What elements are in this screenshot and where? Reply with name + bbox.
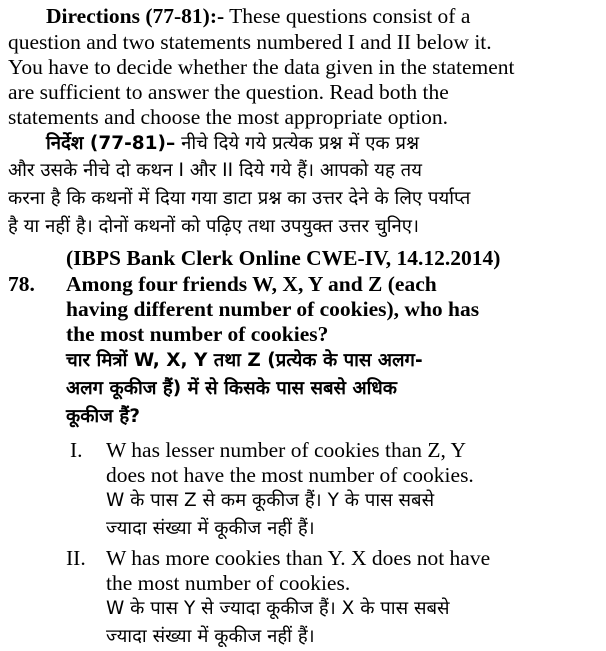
directions-hi-line-1 bbox=[46, 131, 419, 156]
directions-label: Directions (77-81) bbox=[46, 4, 210, 28]
directions-hi-label: निर्देश (77-81)– bbox=[46, 133, 176, 154]
directions-hi-line-4: है या नहीं है। दोनों कथनों को पढ़िए तथा उपयुक्त उत्तर चुनिए। bbox=[8, 216, 419, 237]
question-en-line-2: having different number of cookies), who has bbox=[66, 297, 480, 321]
directions-line-4: are sufficient to answer the question. Read both the bbox=[8, 80, 449, 104]
directions-hi-line-2: और उसके नीचे दो कथन I और II दिये गये हैं। आपको यह तय bbox=[8, 160, 422, 181]
statement-2-hi-line-2: ज्यादा संख्या में कूकीज नहीं हैं। bbox=[106, 626, 315, 647]
directions-hi-text-1: नीचे दिये गये प्रत्येक प्रश्न में एक प्रश्न bbox=[181, 133, 420, 154]
statement-1-en-line-2: does not have the most number of cookies. bbox=[106, 463, 474, 487]
directions-text-1: These questions consist of a bbox=[229, 4, 471, 28]
statement-1-hi-line-1: W के पास Z से कम कूकीज हैं। Y के पास सबसे bbox=[106, 490, 435, 511]
statement-2-en-line-2: the most number of cookies. bbox=[106, 571, 351, 595]
directions-hi-line-3: करना है कि कथनों में दिया गया डाटा प्रश्न का उत्तर देने के लिए पर्याप्त bbox=[8, 188, 471, 209]
question-hi-line-3: कूकीज हैं? bbox=[66, 406, 140, 427]
directions-line-3: You have to decide whether the data given in the statement bbox=[8, 55, 515, 79]
exam-source: (IBPS Bank Clerk Online CWE-IV, 14.12.2014) bbox=[66, 246, 501, 270]
statement-1-number: I. bbox=[70, 438, 83, 462]
question-number: 78. bbox=[8, 272, 35, 296]
statement-1-en-line-1: W has lesser number of cookies than Z, Y bbox=[106, 438, 467, 462]
statement-2-en-line-1: W has more cookies than Y. X does not have bbox=[106, 546, 491, 570]
question-en-line-3: the most number of cookies? bbox=[66, 322, 329, 346]
statement-1-hi-line-2: ज्यादा संख्या में कूकीज नहीं हैं। bbox=[106, 518, 315, 539]
directions-line-2: question and two statements numbered I and II below it. bbox=[8, 30, 492, 54]
directions-separator: :- bbox=[209, 4, 225, 28]
question-hi-line-1: चार मित्रों W, X, Y तथा Z (प्रत्येक के पास अलग- bbox=[66, 350, 423, 371]
question-en-line-1: Among four friends W, X, Y and Z (each bbox=[66, 272, 437, 296]
directions-line-5: statements and choose the most appropriate option. bbox=[8, 105, 449, 129]
question-hi-line-2: अलग कूकीज हैं) में से किसके पास सबसे अधिक bbox=[66, 378, 398, 399]
statement-2-number: II. bbox=[66, 546, 86, 570]
statement-2-hi-line-1: W के पास Y से ज्यादा कूकीज हैं। X के पास सबसे bbox=[106, 598, 450, 619]
directions-line-1 bbox=[46, 4, 470, 29]
